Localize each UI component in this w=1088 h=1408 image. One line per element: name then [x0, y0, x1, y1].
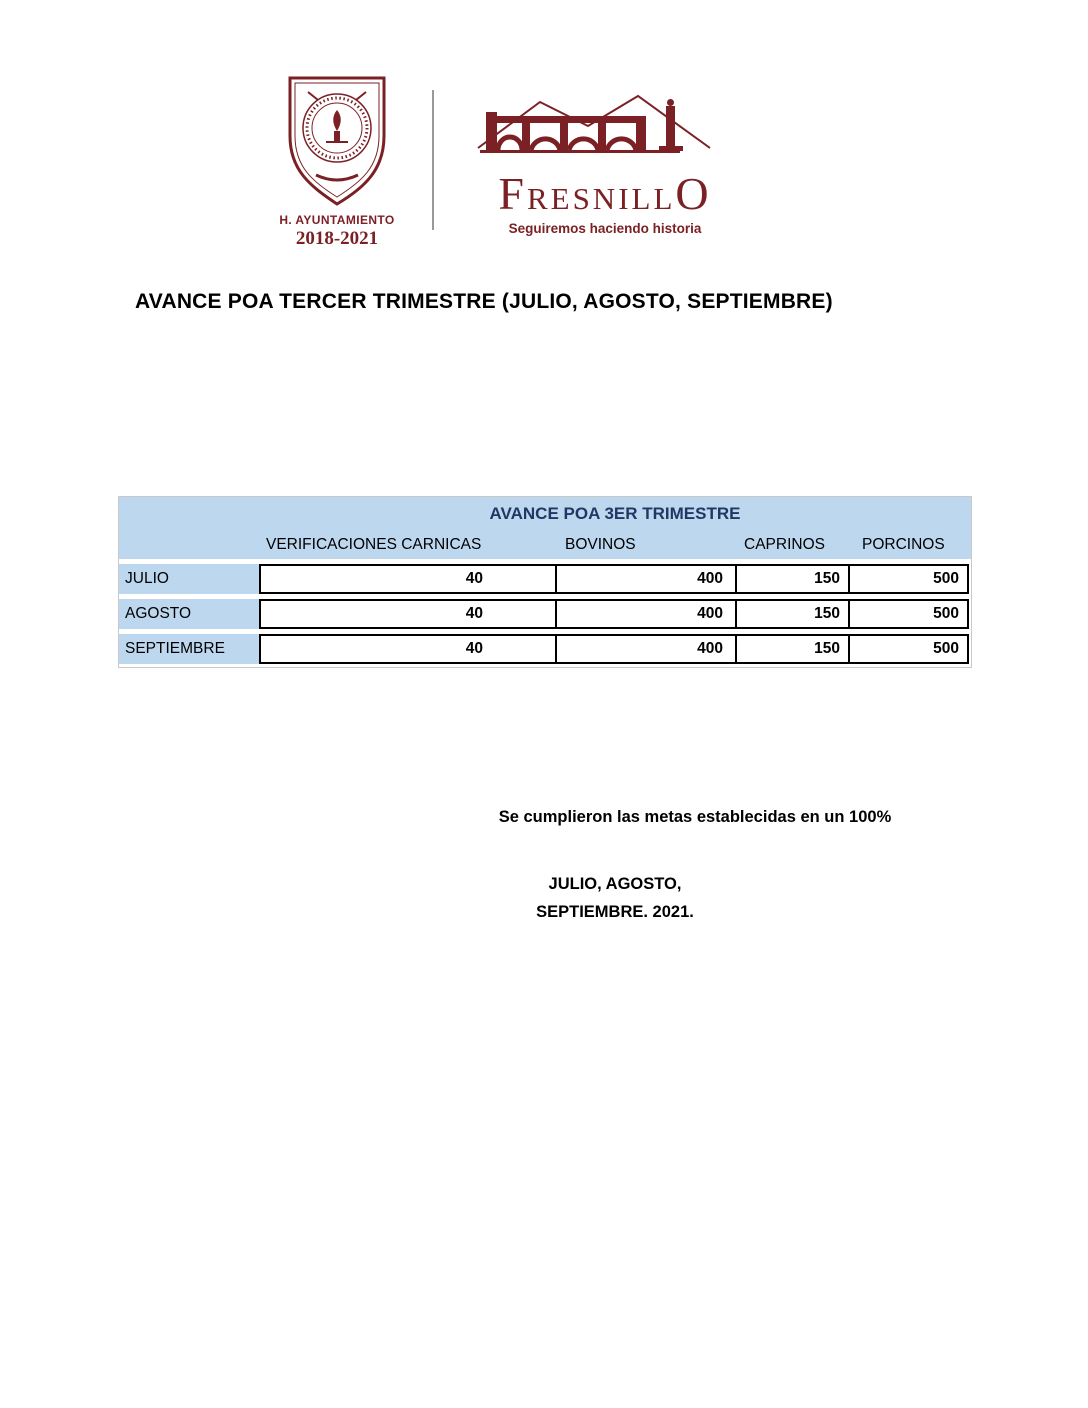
- table-title: AVANCE POA 3ER TRIMESTRE: [119, 497, 971, 530]
- wordmark-last-letter: O: [675, 168, 712, 219]
- poa-table: [118, 496, 972, 668]
- row-label: SEPTIEMBRE: [119, 634, 259, 664]
- table-cell: 40: [259, 634, 557, 664]
- municipal-seal: [270, 72, 404, 250]
- table-cell: 500: [848, 599, 969, 629]
- wordmark-first-letter: F: [498, 168, 527, 219]
- table-row: [119, 564, 971, 594]
- period-note: [420, 870, 810, 926]
- aqueduct-icon: [470, 88, 740, 166]
- municipality-name: H. AYUNTAMIENTO: [279, 213, 395, 227]
- table-cell: 500: [848, 634, 969, 664]
- brand-tagline: Seguiremos haciendo historia: [508, 221, 702, 236]
- table-cell: 500: [848, 564, 969, 594]
- row-label: JULIO: [119, 564, 259, 594]
- municipality-term: 2018-2021: [295, 228, 379, 249]
- table-cell: 400: [555, 599, 737, 629]
- table-cell: 150: [735, 634, 850, 664]
- table-cell: 150: [735, 564, 850, 594]
- coat-of-arms-icon: [278, 72, 396, 210]
- document-title: AVANCE POA TERCER TRIMESTRE (JULIO, AGOSTO, SEPTIEMBRE): [135, 290, 833, 313]
- fresnillo-wordmark: [460, 168, 750, 219]
- table-column-headers: [119, 530, 971, 559]
- table-cell: 400: [555, 564, 737, 594]
- table-cell: 400: [555, 634, 737, 664]
- table-cell: 150: [735, 599, 850, 629]
- column-header-bovinos: BOVINOS: [565, 535, 636, 553]
- period-note-line1: JULIO, AGOSTO,: [548, 875, 682, 893]
- wordmark-middle-letters: RESNILL: [526, 181, 676, 216]
- row-label: AGOSTO: [119, 599, 259, 629]
- table-cell: 40: [259, 599, 557, 629]
- table-row: [119, 634, 971, 664]
- period-note-line2: SEPTIEMBRE. 2021.: [536, 903, 694, 921]
- summary-note: Se cumplieron las metas establecidas en un 100%: [498, 808, 892, 826]
- column-header-caprinos: CAPRINOS: [744, 535, 825, 553]
- table-cell: 40: [259, 564, 557, 594]
- fresnillo-logo: [460, 88, 750, 236]
- column-header-verificaciones: VERIFICACIONES CARNICAS: [266, 535, 482, 553]
- column-header-porcinos: PORCINOS: [862, 535, 945, 553]
- logo-divider: [432, 90, 434, 230]
- table-row: [119, 599, 971, 629]
